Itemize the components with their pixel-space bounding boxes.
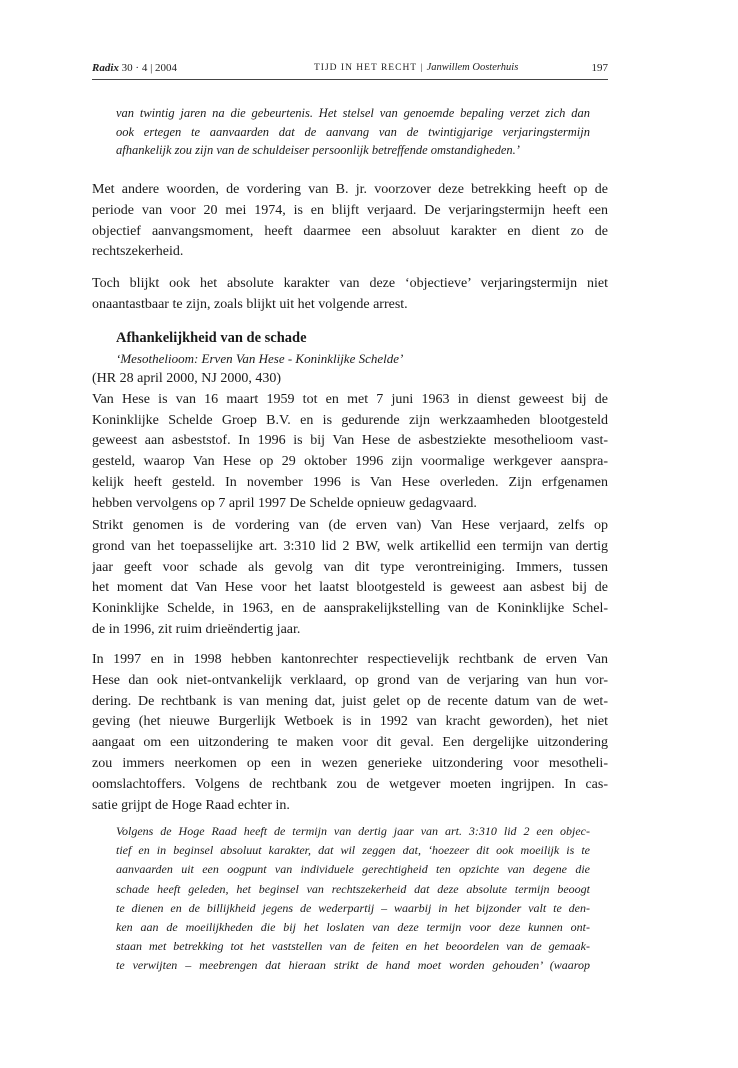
paragraph-1 — [92, 180, 608, 263]
text-line: Toch blijkt ook het absolute karakter van deze ‘objectieve’ verjaringstermijn niet — [92, 276, 608, 291]
header-rule — [92, 79, 608, 80]
journal-name: Radix — [92, 62, 119, 74]
text-line: onaantastbaar te zijn, zoals blijkt uit het volgende arrest. — [92, 296, 408, 312]
running-header — [92, 62, 608, 78]
quote-line: te verwijten – meebrengen dat hieraan strikt de hand moet worden gehouden’ (waarop — [116, 958, 590, 973]
quote-line: tief en in beginsel absoluut karakter, dat wil zeggen dat, ‘hoezeer dit ook moeilijk is te — [116, 843, 590, 858]
text-line: de in 1996, zit ruim drieëndertig jaar. — [92, 621, 301, 637]
header-section — [314, 62, 518, 73]
case-title: ‘Mesothelioom: Erven Van Hese - Koninklijke Schelde’ — [116, 351, 404, 366]
text-line: hebben vervolgens op 7 april 1997 De Schelde opnieuw gedagvaard. — [92, 495, 477, 511]
author-name: Janwillem Oosterhuis — [426, 62, 519, 73]
paragraph-2 — [92, 274, 608, 316]
quote-line: staan met betrekking tot het vaststellen van de feiten en het beoordelen van de gemaak- — [116, 939, 590, 954]
issue-number: 30 · 4 | 2004 — [121, 62, 178, 74]
text-line: oomslachtoffers. Volgens de rechtbank zou de wetgever moeten ingrijpen. In cas- — [92, 776, 608, 792]
citation-line: (HR 28 april 2000, NJ 2000, 430) — [92, 371, 281, 386]
text-line: geweest aan asbeststof. In 1996 is bij Van Hese de asbestziekte mesothelioom vast- — [92, 433, 608, 449]
text-line: geving (het nieuwe Burgerlijk Wetboek is in 1992 van kracht geworden), het niet — [92, 714, 608, 730]
paragraph-5 — [92, 650, 608, 816]
quote-line: afhankelijk zou zijn van de schuldeiser persoonlijk betreffende omstandigheden.’ — [116, 143, 520, 158]
section-heading: Afhankelijkheid van de schade — [116, 330, 307, 346]
text-line: rechtszekerheid. — [92, 244, 184, 260]
text-line: gesteld, waarop Van Hese op 29 oktober 1996 zijn voormalige werkgever aanspra- — [92, 454, 608, 470]
quote-line: Volgens de Hoge Raad heeft de termijn van dertig jaar van art. 3:310 lid 2 een objec- — [116, 824, 590, 838]
text-line: jaar geeft voor schade als gevolg van dit type verontreiniging. Immers, tussen — [92, 559, 608, 575]
quote-line: aanvaarden uit een oogpunt van individuele gerechtigheid ten opzichte van degene die — [116, 862, 590, 877]
text-line: dering. De rechtbank is van mening dat, juist gelet op de recente datum van de wet- — [92, 693, 608, 709]
text-line: Koninklijke Schelde Groep B.V. en is gedurende zijn werkzaamheden blootgesteld — [92, 412, 608, 428]
text-line: In 1997 en in 1998 hebben kantonrechter respectievelijk rechtbank de erven Van — [92, 652, 608, 667]
text-line: periode van voor 20 mei 1974, is en blijft verjaard. De verjaringstermijn heeft een — [92, 202, 608, 218]
text-line: Strikt genomen is de vordering van (de erven van) Van Hese verjaard, zelfs op — [92, 518, 608, 533]
text-line: objectief aanvangsmoment, heeft daarmee een absoluut karakter en dient zo de — [92, 223, 608, 239]
quote-line: van twintig jaren na die gebeurtenis. Het stelsel van genoemde bepaling verzet zich dan — [116, 106, 590, 120]
text-line: Met andere woorden, de vordering van B. jr. voorzover deze betrekking heeft op de — [92, 182, 608, 197]
quote-top — [116, 104, 590, 160]
text-line: Van Hese is van 16 maart 1959 tot en met 7 juni 1963 in dienst geweest bij de — [92, 391, 608, 407]
text-line: zou immers neerkomen op een in wezen generieke uitzondering voor mesotheli- — [92, 755, 608, 771]
text-line: Koninklijke Schelde, in 1963, en de aansprakelijkstelling van de Koninklijke Schel- — [92, 601, 608, 617]
paragraph-4 — [92, 516, 608, 641]
quote-line: ook ertegen te aanvaarden dat de aanvang van de twintigjarige verjaringstermijn — [116, 124, 590, 139]
text-line: het moment dat Van Hese voor het laatst blootgesteld is geweest aan asbest bij de — [92, 580, 608, 596]
header-separator: | — [420, 63, 424, 73]
quote-line: schade heeft geleden, het beginsel van rechtszekerheid dat deze absolute termijn beoogt — [116, 881, 590, 896]
header-journal-issue — [92, 62, 177, 74]
text-line: grond van het toepasselijke art. 3:310 lid 2 BW, welk artikellid een termijn van dertig — [92, 538, 608, 554]
text-line: satie grijpt de Hoge Raad echter in. — [92, 797, 290, 813]
paragraph-3 — [92, 369, 608, 515]
quote-bottom — [116, 822, 590, 976]
section-title: TIJD IN HET RECHT — [314, 63, 417, 73]
page-number: 197 — [591, 62, 608, 74]
text-line: kelijk heeft gesteld. In november 1996 is Van Hese overleden. Zijn erfgenamen — [92, 474, 608, 490]
quote-line: te dienen en de billijkheid jegens de wederpartij – waarbij in het bijzonder valt te den- — [116, 900, 590, 915]
quote-line: ken aan de moeilijkheden die bij het loslaten van deze termijn voor deze kunnen ont- — [116, 919, 590, 934]
text-line: aangaat om een uitzondering te maken voor dit geval. Een dergelijke uitzondering — [92, 735, 608, 751]
text-line: Hese dan ook niet-ontvankelijk verklaard, op grond van de verjaring van hun vor- — [92, 672, 608, 688]
